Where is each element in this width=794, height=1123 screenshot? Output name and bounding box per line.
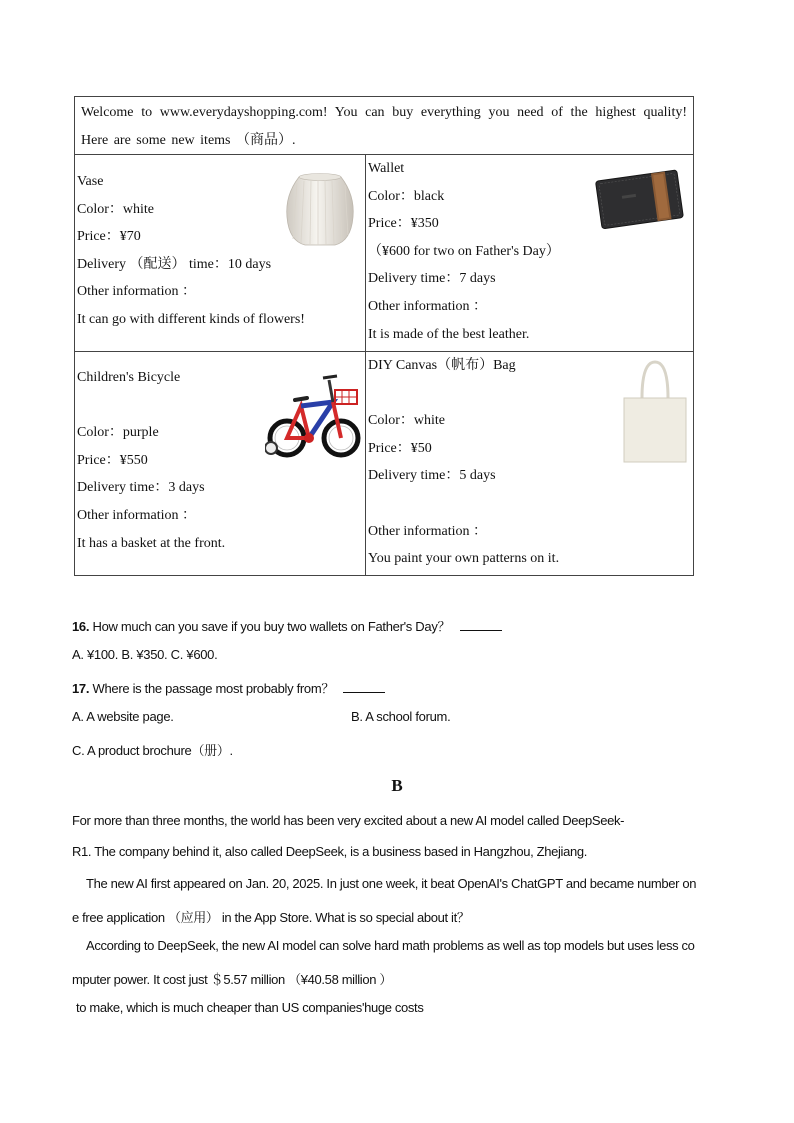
product-cell-wallet <box>366 155 693 352</box>
passage-line: e free application （应用） in the App Store. What is so special about it？ <box>72 910 470 925</box>
bicycle-image <box>265 366 363 464</box>
question-number: 16. <box>72 619 90 634</box>
product-other-label: Other information ： <box>368 523 487 539</box>
product-delivery: Delivery time：5 days <box>368 468 496 484</box>
passage-line: R1. The company behind it, also called DeepSeek, is a business based in Hangzhou, Zhejiang. <box>72 844 587 859</box>
product-delivery: Delivery （配送） time：10 days <box>77 256 272 272</box>
passage-line: For more than three months, the world has been very excited about a new AI model called DeepSeek- <box>72 813 625 828</box>
canvas-bag-image <box>620 358 690 466</box>
product-other: It can go with different kinds of flowers! <box>77 311 305 327</box>
passage-line: to make, which is much cheaper than US companies'huge costs <box>76 1000 424 1015</box>
product-delivery: Delivery time：3 days <box>77 480 205 496</box>
product-offer: （¥600 for two on Father's Day） <box>368 243 560 259</box>
question-16 <box>72 616 502 635</box>
option-c: C. A product brochure（册）. <box>72 743 233 758</box>
product-other: It has a basket at the front. <box>77 535 226 551</box>
product-name: Vase <box>77 174 104 189</box>
wallet-image <box>592 159 692 233</box>
intro-text: Welcome to www.everydayshopping.com! You can buy everything you need of the highest quality! Here are some new items （商品）. <box>75 97 693 155</box>
product-other: It is made of the best leather. <box>368 326 530 342</box>
passage-line: The new AI first appeared on Jan. 20, 2025. In just one week, it beat OpenAI's ChatGPT and became number on <box>86 876 697 891</box>
product-other-label: Other information ： <box>77 284 196 300</box>
question-17 <box>72 678 385 697</box>
product-price: Price：¥50 <box>368 440 432 456</box>
option-b: B. A school forum. <box>351 709 451 724</box>
product-cell-canvas-bag <box>366 352 693 575</box>
product-cell-bicycle <box>75 352 366 575</box>
vase-image <box>283 171 357 247</box>
product-color: Color：white <box>368 413 445 429</box>
question-text: Where is the passage most probably from？ <box>92 681 335 696</box>
option-a: A. A website page. <box>72 709 174 724</box>
question-number: 17. <box>72 681 90 696</box>
answer-blank[interactable] <box>343 680 385 693</box>
product-name: Children's Bicycle <box>77 370 181 385</box>
product-price: Price：¥350 <box>368 216 439 232</box>
question-text: How much can you save if you buy two wallets on Father's Day？ <box>92 619 451 634</box>
product-color: Color：purple <box>77 425 159 441</box>
section-heading: B <box>391 776 403 795</box>
question-16-options: A. ¥100. B. ¥350. C. ¥600. <box>72 647 218 662</box>
passage-line: mputer power. It cost just ＄5.57 million （¥40.58 million ） <box>72 972 393 987</box>
product-price: Price：¥70 <box>77 229 141 245</box>
product-price: Price：¥550 <box>77 452 148 468</box>
product-color: Color：black <box>368 188 445 204</box>
product-cell-vase <box>75 155 366 352</box>
product-color: Color：white <box>77 201 154 217</box>
answer-blank[interactable] <box>460 618 502 631</box>
product-name: Wallet <box>368 161 405 176</box>
product-delivery: Delivery time：7 days <box>368 271 496 287</box>
product-other-label: Other information ： <box>77 507 196 523</box>
product-name: DIY Canvas（帆布）Bag <box>368 358 516 373</box>
product-table <box>74 96 694 576</box>
product-other-label: Other information ： <box>368 298 487 314</box>
product-other: You paint your own patterns on it. <box>368 551 560 567</box>
passage-line: According to DeepSeek, the new AI model can solve hard math problems as well as top models but uses less co <box>86 938 695 953</box>
